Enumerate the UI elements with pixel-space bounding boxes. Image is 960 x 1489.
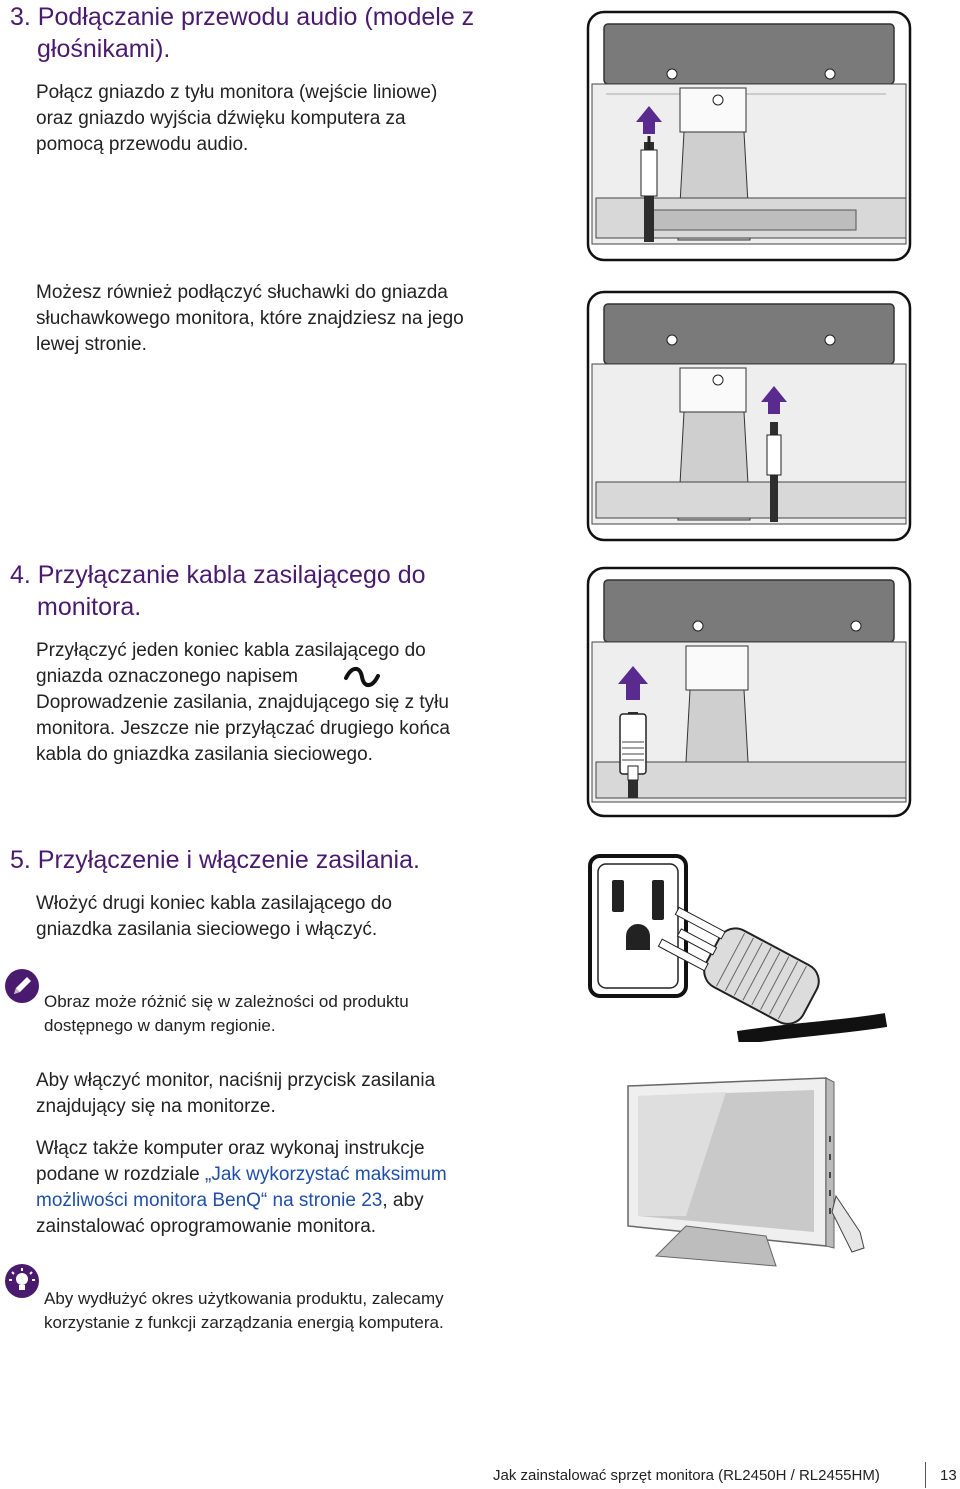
section-5-line2: gniazdka zasilania sieciowego i włączyć. xyxy=(36,919,378,940)
section-4-heading-line1: 4. Przyłączanie kabla zasilającego do xyxy=(10,561,426,589)
section-5-p2-line2 xyxy=(36,1162,447,1188)
section-3-para1-line2: oraz gniazdo wyjścia dźwięku komputera za xyxy=(36,108,406,129)
power-cord-illustration xyxy=(586,566,912,818)
section-3-para2-line3: lewej stronie. xyxy=(36,334,147,355)
section-4-heading-line2: monitora. xyxy=(37,593,142,621)
section-5-p1-line1: Aby włączyć monitor, naciśnij przycisk zasilania xyxy=(36,1070,436,1091)
section-4-line5: kabla do gniazdka zasilania sieciowego. xyxy=(36,744,373,765)
section-3-para2-line2: słuchawkowego monitora, które znajdziesz na jego xyxy=(36,308,464,329)
section-4-line1: Przyłączyć jeden koniec kabla zasilającego do xyxy=(36,640,426,661)
benq-guide-link-cont[interactable]: możliwości monitora BenQ“ na stronie 23 xyxy=(36,1190,383,1211)
section-4-line2: gniazda oznaczonego napisem xyxy=(36,666,298,687)
section-3-para1-line3: pomocą przewodu audio. xyxy=(36,134,249,155)
section-4-line3: Doprowadzenie zasilania, znajdującego się z tyłu xyxy=(36,692,449,713)
section-3-heading-line1: 3. Podłączanie przewodu audio (modele z xyxy=(10,3,475,31)
tip-line2: korzystanie z funkcji zarządzania energią komputera. xyxy=(44,1313,444,1332)
pencil-icon xyxy=(4,968,40,1004)
tip-line1: Aby wydłużyć okres użytkowania produktu, zalecamy xyxy=(44,1289,444,1308)
lightbulb-icon xyxy=(4,1263,40,1299)
ac-power-symbol-icon xyxy=(342,664,382,690)
section-5-p2-line3-text: , aby xyxy=(382,1190,424,1211)
monitor-power-button-illustration xyxy=(626,1076,876,1276)
wall-socket-plug-illustration xyxy=(588,852,888,1042)
note-line1: Obraz może różnić się w zależności od produktu xyxy=(44,992,409,1011)
headphone-illustration xyxy=(586,290,912,542)
section-5-heading: 5. Przyłączenie i włączenie zasilania. xyxy=(10,846,420,874)
section-5-p2-line1: Włącz także komputer oraz wykonaj instrukcje xyxy=(36,1138,425,1159)
section-5-p2-line3 xyxy=(36,1188,424,1214)
footer-divider xyxy=(925,1462,926,1488)
audio-line-in-illustration xyxy=(586,10,912,262)
section-3-para1-line1: Połącz gniazdo z tyłu monitora (wejście liniowe) xyxy=(36,82,438,103)
section-5-p1-line2: znajdujący się na monitorze. xyxy=(36,1096,276,1117)
section-3-para2-line1: Możesz również podłączyć słuchawki do gniazda xyxy=(36,282,448,303)
section-5-p2-line4: zainstalować oprogramowanie monitora. xyxy=(36,1216,377,1237)
section-4-line4: monitora. Jeszcze nie przyłączać drugiego końca xyxy=(36,718,450,739)
page-number: 13 xyxy=(940,1467,957,1484)
section-3-heading-line2: głośnikami). xyxy=(37,35,171,63)
footer-title: Jak zainstalować sprzęt monitora (RL2450H / RL2455HM) xyxy=(493,1467,880,1484)
section-5-line1: Włożyć drugi koniec kabla zasilającego do xyxy=(36,893,392,914)
benq-guide-link[interactable]: „Jak wykorzystać maksimum xyxy=(205,1164,447,1185)
note-line2: dostępnego w danym regionie. xyxy=(44,1016,276,1035)
section-5-p2-line2-text: podane w rozdziale xyxy=(36,1164,205,1185)
